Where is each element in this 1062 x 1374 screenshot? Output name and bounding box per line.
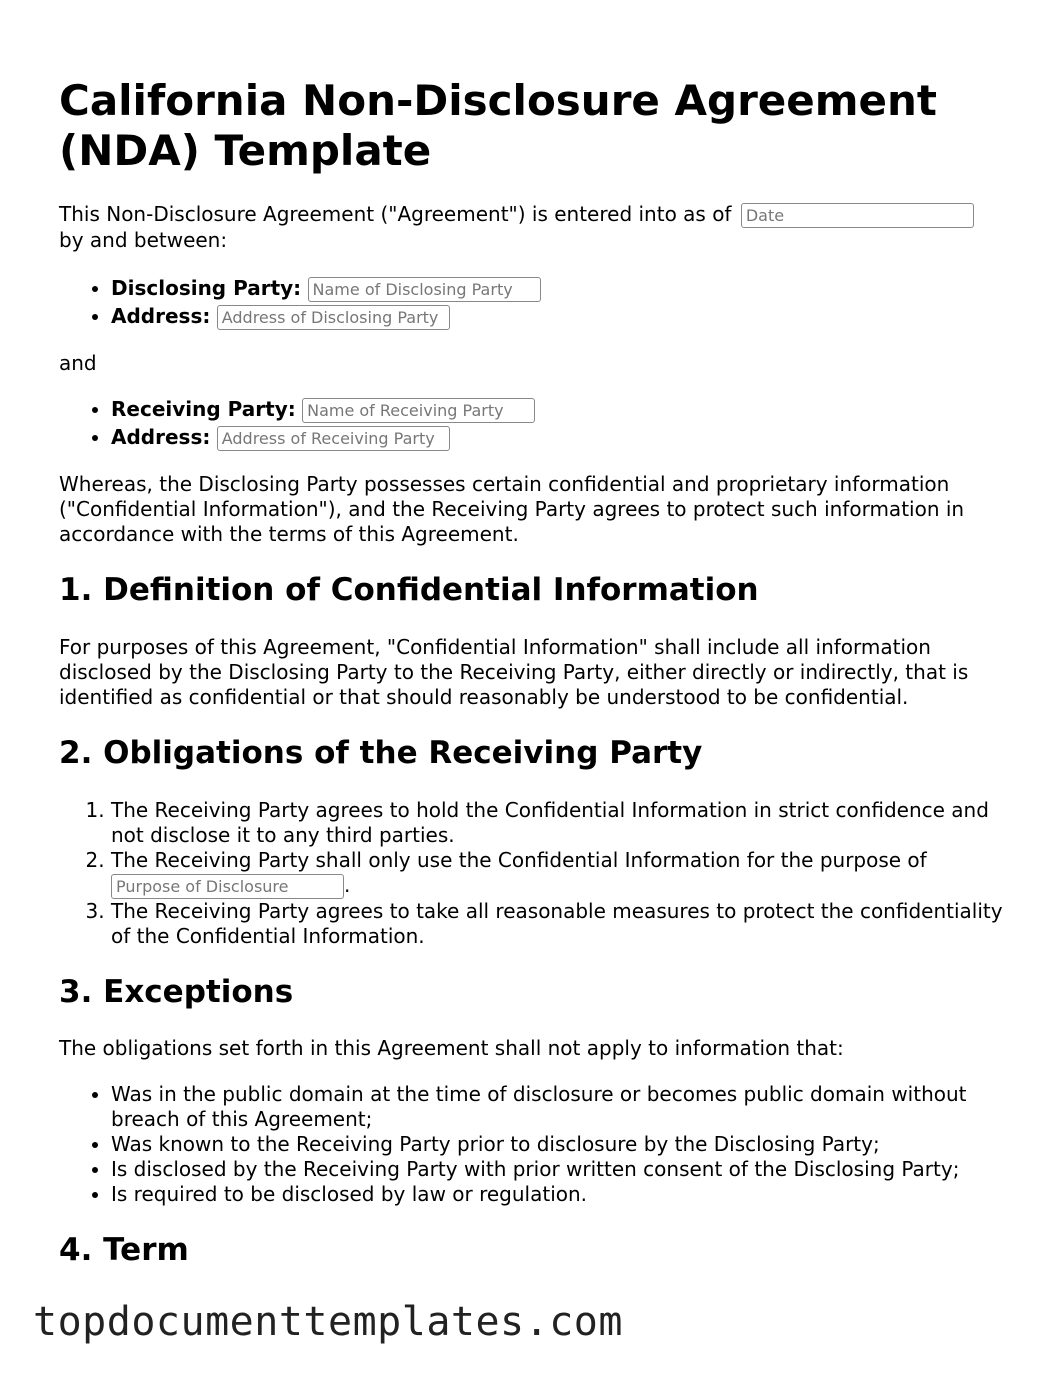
intro-paragraph [59, 202, 1009, 253]
disclosing-party-label: Disclosing Party: [111, 276, 302, 300]
list-item: • Is disclosed by the Receiving Party with prior written consent of the Disclosing Party; [111, 1157, 1009, 1182]
disclosing-address-label: Address: [111, 304, 211, 328]
list-item [111, 397, 1009, 423]
section-1-body: For purposes of this Agreement, "Confidential Information" shall include all information disclosed by the Disclosing Party to the Receiving Party, either directly or indirectly, that is identified as confidential or that should reasonably be understood to be confidential. [59, 635, 969, 709]
section-4-heading: 4. Term [59, 1232, 189, 1268]
list-item [111, 848, 1009, 899]
list-item [111, 304, 1009, 330]
disclosing-party-list [59, 276, 1009, 330]
exceptions-list [59, 1082, 1009, 1207]
obligation-2-text: The Receiving Party shall only use the Confidential Information for the purpose of [111, 848, 927, 872]
date-input[interactable] [741, 203, 974, 228]
list-item: 1. The Receiving Party agrees to hold the Confidential Information in strict confidence and not disclose it to any third parties. [111, 798, 1009, 848]
purpose-input[interactable] [111, 874, 344, 899]
receiving-address-label: Address: [111, 425, 211, 449]
list-item [111, 425, 1009, 451]
disclosing-party-name-input[interactable] [308, 277, 541, 302]
list-item: • Is required to be disclosed by law or regulation. [111, 1182, 1009, 1207]
page-title: California Non-Disclosure Agreement (NDA) Template [59, 76, 938, 175]
and-text: and [59, 351, 97, 375]
section-1-heading: 1. Definition of Confidential Information [59, 572, 759, 608]
list-item: • Was in the public domain at the time of disclosure or becomes public domain without breach of this Agreement; [111, 1082, 1009, 1132]
obligations-list [59, 798, 1009, 949]
obligation-2-end: . [344, 873, 351, 897]
list-item: • Was known to the Receiving Party prior to disclosure by the Disclosing Party; [111, 1132, 1009, 1157]
list-item: 3. The Receiving Party agrees to take all reasonable measures to protect the confidentiality of the Confidential Information. [111, 899, 1009, 949]
intro-text-after: by and between: [59, 228, 228, 252]
section-3-heading: 3. Exceptions [59, 974, 294, 1010]
receiving-party-label: Receiving Party: [111, 397, 296, 421]
intro-text: This Non-Disclosure Agreement ("Agreement") is entered into as of [59, 202, 732, 226]
watermark: topdocumenttemplates.com [33, 1299, 623, 1345]
section-2-heading: 2. Obligations of the Receiving Party [59, 735, 703, 771]
receiving-party-name-input[interactable] [302, 398, 535, 423]
receiving-address-input[interactable] [217, 426, 450, 451]
whereas-paragraph: Whereas, the Disclosing Party possesses certain confidential and proprietary information ("Confidential Information"), and the Receiving Party agrees to protect such information in accordance with the terms of this Agreement. [59, 472, 965, 546]
list-item [111, 276, 1009, 302]
section-3-intro: The obligations set forth in this Agreement shall not apply to information that: [59, 1036, 844, 1060]
receiving-party-list [59, 397, 1009, 451]
disclosing-address-input[interactable] [217, 305, 450, 330]
